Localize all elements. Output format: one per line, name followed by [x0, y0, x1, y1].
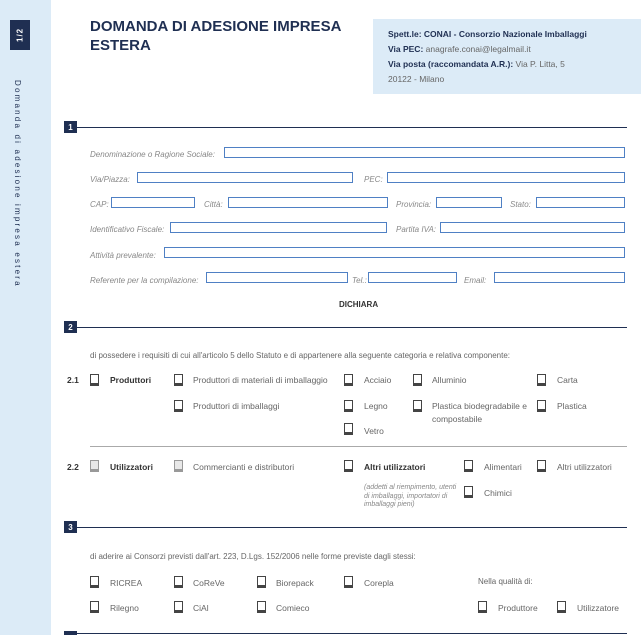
alluminio-label: Alluminio [432, 375, 467, 385]
page-title: DOMANDA DI ADESIONE IMPRESA ESTERA [90, 18, 341, 54]
section-3-number: 3 [64, 521, 77, 533]
provincia-label: Provincia: [396, 200, 432, 209]
via-label: Via/Piazza: [90, 175, 130, 184]
alimentari-checkbox[interactable] [464, 460, 473, 472]
altri-util-label: Altri utilizzatori [557, 462, 612, 472]
section-2-rule [77, 327, 627, 328]
utilizzatore-label: Utilizzatore [577, 603, 620, 613]
plastica-bio-checkbox[interactable] [413, 400, 422, 412]
corepla-checkbox[interactable] [344, 576, 353, 588]
pec-field[interactable] [387, 172, 625, 183]
section-1-number: 1 [64, 121, 77, 133]
referente-label: Referente per la compilazione: [90, 276, 199, 285]
cap-label: CAP: [90, 200, 109, 209]
vetro-label: Vetro [364, 426, 384, 436]
section-2-1-number: 2.1 [67, 375, 79, 385]
section-2-intro: di possedere i requisiti di cui all'articolo 5 dello Statuto e di appartenere alla seguente categoria e relativa componente: [90, 351, 511, 360]
rilegno-label: Rilegno [110, 603, 139, 613]
section-1-rule [77, 127, 627, 128]
recipient: Spett.le: CONAI - Consorzio Nazionale Imballaggi [388, 29, 587, 39]
utilizzatore-checkbox[interactable] [557, 601, 566, 613]
rilegno-checkbox[interactable] [90, 601, 99, 613]
section-2-divider [90, 446, 627, 447]
ricrea-label: RICREA [110, 578, 143, 588]
carta-checkbox[interactable] [537, 374, 546, 386]
coreve-label: CoReVe [193, 578, 225, 588]
produttori-label: Produttori [110, 375, 152, 385]
carta-label: Carta [557, 375, 578, 385]
post-label: Via posta (raccomandata A.R.): [388, 59, 514, 69]
pec-label: PEC: [364, 175, 383, 184]
stato-label: Stato: [510, 200, 531, 209]
via-field[interactable] [137, 172, 353, 183]
email-label: Email: [464, 276, 487, 285]
page-number-badge: 1/2 [10, 20, 30, 50]
acciaio-checkbox[interactable] [344, 374, 353, 386]
tel-label: Tel.: [352, 276, 367, 285]
sidebar-label: Domanda di adesione impresa estera [13, 80, 22, 288]
produttori-materiali-checkbox[interactable] [174, 374, 183, 386]
produttore-label: Produttore [498, 603, 538, 613]
acciaio-label: Acciaio [364, 375, 392, 385]
alluminio-checkbox[interactable] [413, 374, 422, 386]
utilizzatori-checkbox[interactable] [90, 460, 99, 472]
tel-field[interactable] [368, 272, 457, 283]
commercianti-checkbox[interactable] [174, 460, 183, 472]
corepla-label: Corepla [364, 578, 394, 588]
coreve-checkbox[interactable] [174, 576, 183, 588]
section-2-2-number: 2.2 [67, 462, 79, 472]
referente-field[interactable] [206, 272, 348, 283]
commercianti-label: Commercianti e distributori [193, 462, 295, 472]
produttore-checkbox[interactable] [478, 601, 487, 613]
cial-label: CiAl [193, 603, 209, 613]
altri-utilizzatori-checkbox[interactable] [344, 460, 353, 472]
section-2-number: 2 [64, 321, 77, 333]
produttori-imballaggi-checkbox[interactable] [174, 400, 183, 412]
citta-label: Città: [204, 200, 223, 209]
stato-field[interactable] [536, 197, 625, 208]
chimici-checkbox[interactable] [464, 486, 473, 498]
partita-iva-label: Partita IVA: [396, 225, 437, 234]
produttori-materiali-label: Produttori di materiali di imballaggio [193, 375, 328, 385]
section-4-number-partial [64, 631, 77, 635]
legno-label: Legno [364, 401, 388, 411]
comieco-label: Comieco [276, 603, 310, 613]
utilizzatori-label: Utilizzatori [110, 462, 153, 472]
altri-utilizzatori-label: Altri utilizzatori [364, 462, 426, 472]
chimici-label: Chimici [484, 488, 512, 498]
biorepack-label: Biorepack [276, 578, 314, 588]
attivita-label: Attività prevalente: [90, 251, 156, 260]
plastica-label: Plastica [557, 401, 587, 411]
qualita-label: Nella qualità di: [478, 577, 533, 586]
alimentari-label: Alimentari [484, 462, 522, 472]
attivita-field[interactable] [164, 247, 625, 258]
produttori-imballaggi-label: Produttori di imballaggi [193, 401, 280, 411]
cial-checkbox[interactable] [174, 601, 183, 613]
legno-checkbox[interactable] [344, 400, 353, 412]
altri-utilizzatori-note: (addetti al riempimento, utenti di imballaggi, importatori di imballaggi pieni) [364, 484, 457, 508]
id-fiscale-field[interactable] [170, 222, 387, 233]
plastica-bio-label: Plastica biodegradabile e compostabile [432, 401, 527, 424]
section-3-intro: di aderire ai Consorzi previsti dall'art. 223, D.Lgs. 152/2006 nelle forme previste dagli stessi: [90, 552, 416, 561]
ricrea-checkbox[interactable] [90, 576, 99, 588]
denominazione-field[interactable] [224, 147, 625, 158]
citta-field[interactable] [228, 197, 388, 208]
section-4-rule-partial [77, 633, 627, 634]
provincia-field[interactable] [436, 197, 502, 208]
dichiara-heading: DICHIARA [339, 300, 379, 309]
pec-label: Via PEC: [388, 44, 424, 54]
cap-field[interactable] [111, 197, 195, 208]
comieco-checkbox[interactable] [257, 601, 266, 613]
pec-address: anagrafe.conai@legalmail.it [425, 44, 531, 54]
post-address: Via P. Litta, 5 [515, 59, 565, 69]
section-3-rule [77, 527, 627, 528]
address-box [373, 19, 641, 94]
sidebar [0, 0, 51, 635]
partita-iva-field[interactable] [440, 222, 625, 233]
plastica-checkbox[interactable] [537, 400, 546, 412]
biorepack-checkbox[interactable] [257, 576, 266, 588]
id-fiscale-label: Identificativo Fiscale: [90, 225, 165, 234]
produttori-checkbox[interactable] [90, 374, 99, 386]
email-field[interactable] [494, 272, 625, 283]
denominazione-label: Denominazione o Ragione Sociale: [90, 150, 215, 159]
vetro-checkbox[interactable] [344, 423, 353, 435]
altri-util-checkbox[interactable] [537, 460, 546, 472]
post-city: 20122 - Milano [388, 74, 445, 84]
